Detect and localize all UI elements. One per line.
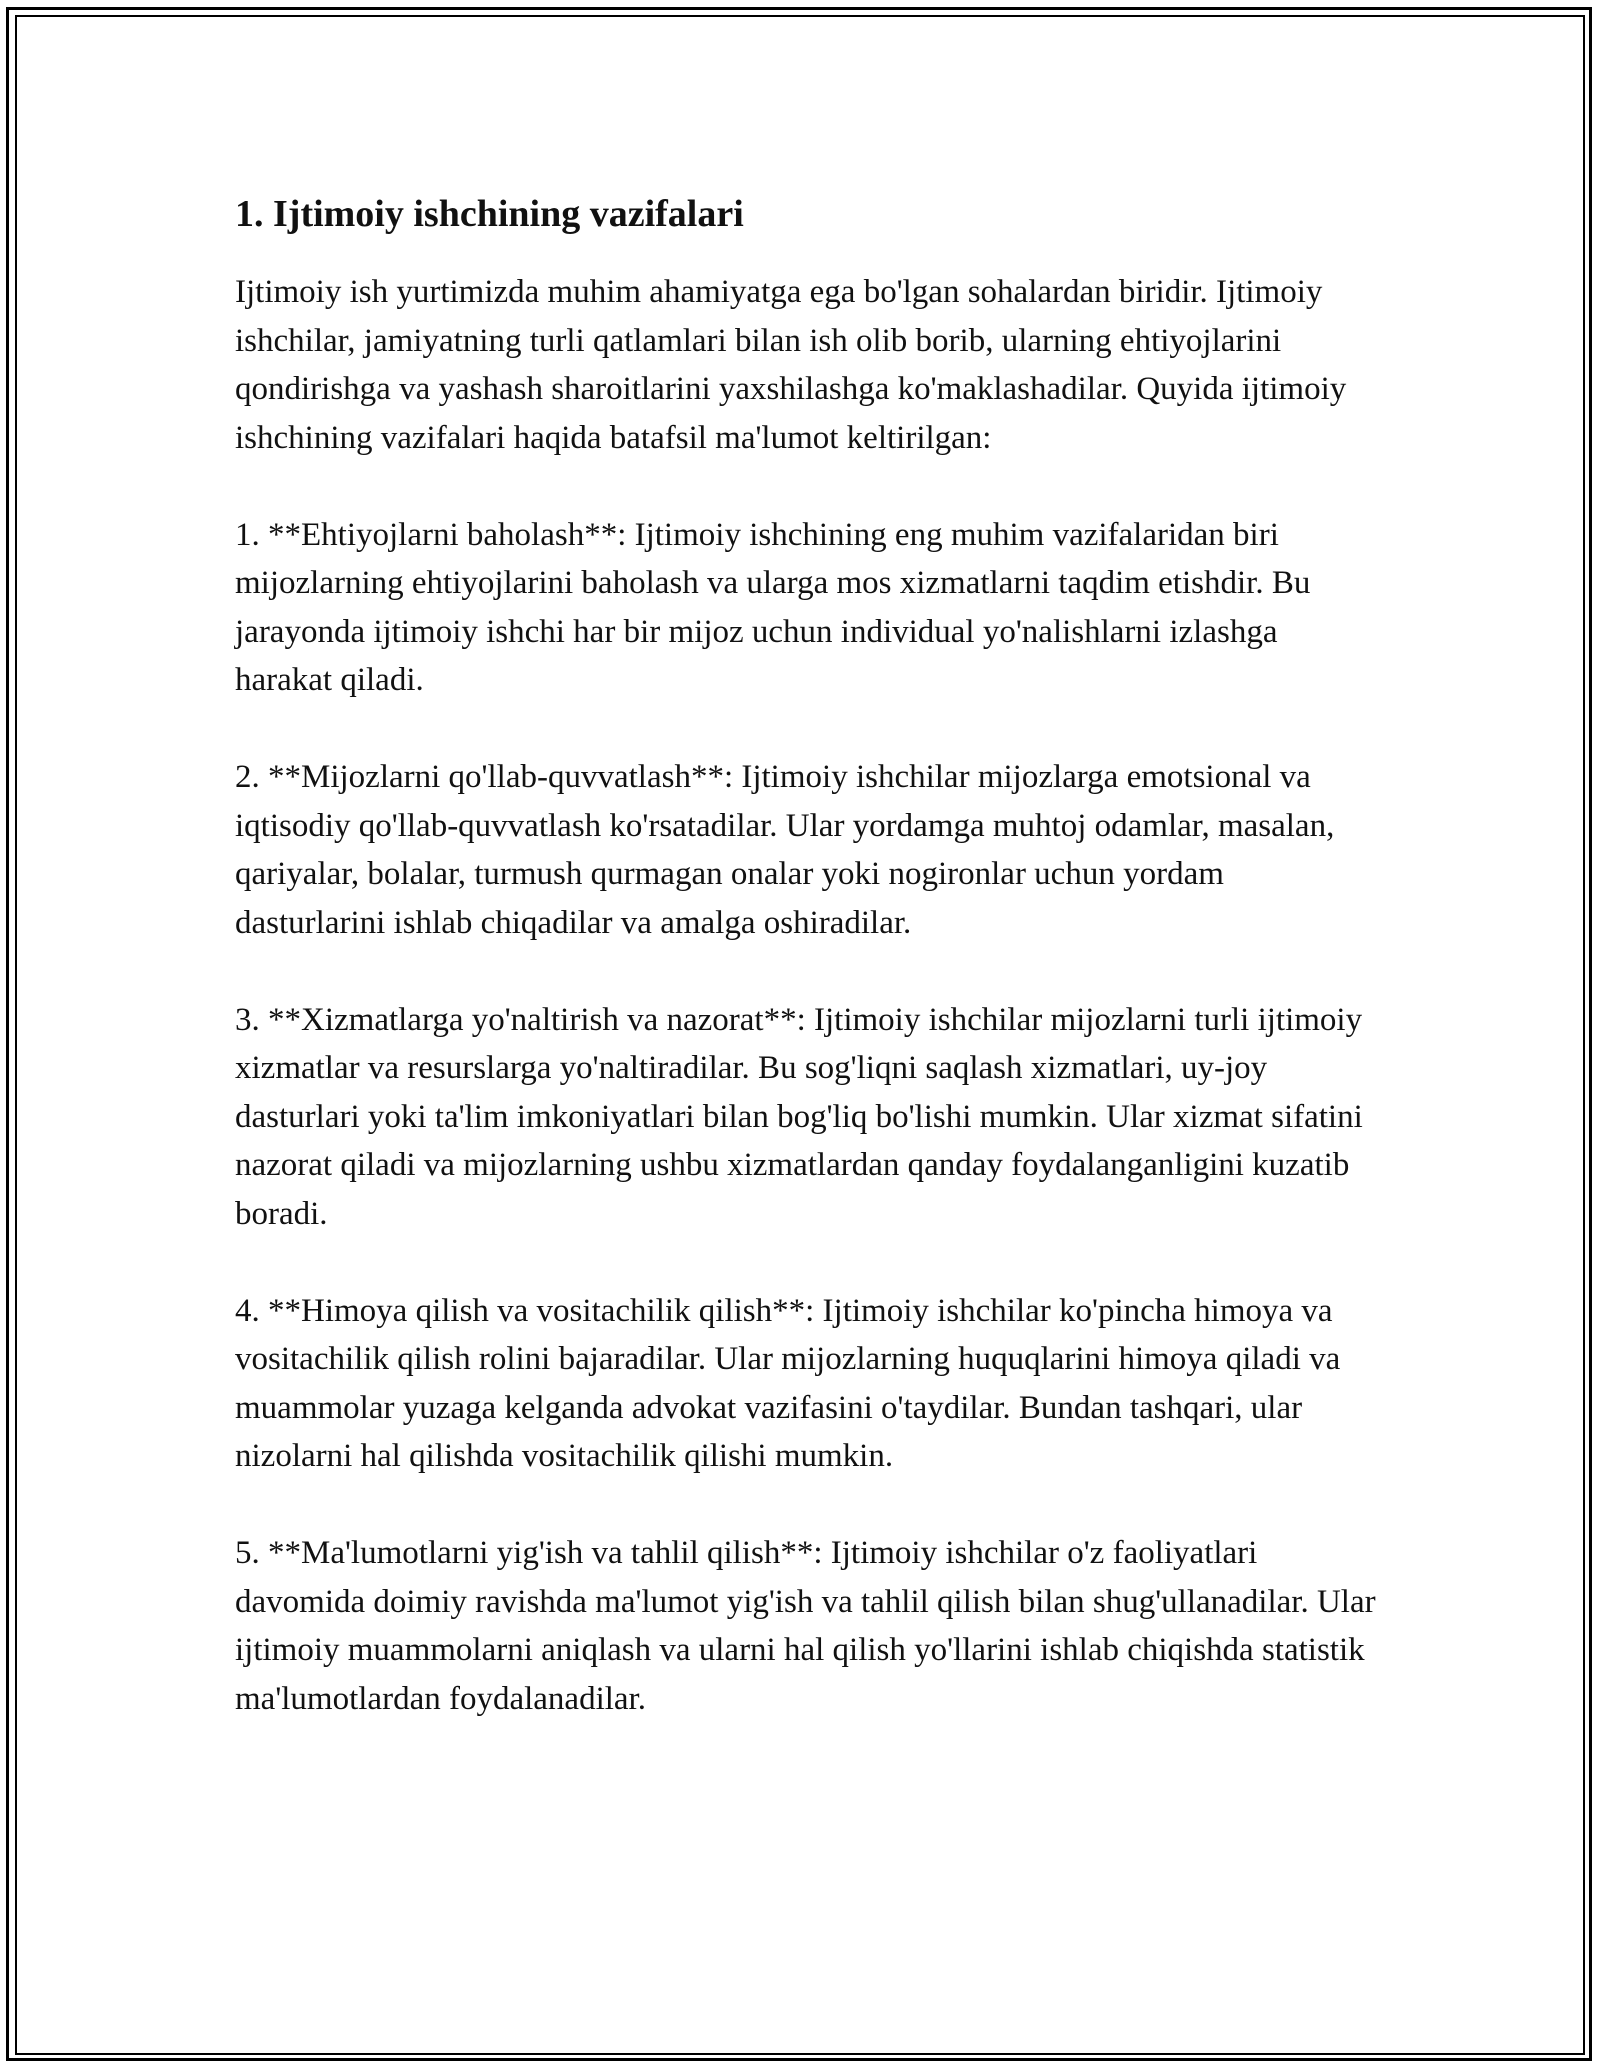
list-item: 3. **Xizmatlarga yo'naltirish va nazorat**: Ijtimoiy ishchilar mijozlarni turli ijtimoiy xizmatlar va resurslarga yo'naltiradilar. Bu sog'liqni saqlash xizmatlari, uy-joy dasturlari yoki ta'lim imkoniyatlari bilan bog'liq bo'lishi mumkin. Ular xizmat sifatini nazorat qiladi va mijozlarning ushbu xizmatlardan qanday foydalanganligini kuzatib boradi. <box>235 1001 1363 1232</box>
document-body <box>235 186 1380 1772</box>
list-item: 4. **Himoya qilish va vositachilik qilish**: Ijtimoiy ishchilar ko'pincha himoya va vositachilik qilish rolini bajaradilar. Ular mijozlarning huquqlarini himoya qiladi va muammolar yuzaga kelganda advokat vazifasini o'taydilar. Bundan tashqari, ular nizolarni hal qilishda vositachilik qilishi mumkin. <box>235 1292 1341 1474</box>
list-item: 5. **Ma'lumotlarni yig'ish va tahlil qilish**: Ijtimoiy ishchilar o'z faoliyatlari davomida doimiy ravishda ma'lumot yig'ish va tahlil qilish bilan shug'ullanadilar. Ular ijtimoiy muammolarni aniqlash va ularni hal qilish yo'llarini ishlab chiqishda statistik ma'lumotlardan foydalanadilar. <box>235 1535 1376 1717</box>
list-item: 1. **Ehtiyojlarni baholash**: Ijtimoiy ishchining eng muhim vazifalaridan biri mijozlarning ehtiyojlarini baholash va ularga mos xizmatlarni taqdim etishdir. Bu jarayonda ijtimoiy ishchi har bir mijoz uchun individual yo'nalishlarni izlashga harakat qiladi. <box>235 516 1311 698</box>
list-item: 2. **Mijozlarni qo'llab-quvvatlash**: Ijtimoiy ishchilar mijozlarga emotsional va iqtisodiy qo'llab-quvvatlash ko'rsatadilar. Ular yordamga muhtoj odamlar, masalan, qariyalar, bolalar, turmush qurmagan onalar yoki nogironlar uchun yordam dasturlarini ishlab chiqadilar va amalga oshiradilar. <box>235 759 1335 941</box>
document-title: 1. Ijtimoiy ishchining vazifalari <box>235 193 744 235</box>
intro-paragraph: Ijtimoiy ish yurtimizda muhim ahamiyatga ega bo'lgan sohalardan biridir. Ijtimoiy ishchilar, jamiyatning turli qatlamlari bilan ish olib borib, ularning ehtiyojlarini qondirishga va yashash sharoitlarini yaxshilashga ko'maklashadilar. Quyida ijtimoiy ishchining vazifalari haqida batafsil ma'lumot keltirilgan: <box>235 274 1347 456</box>
